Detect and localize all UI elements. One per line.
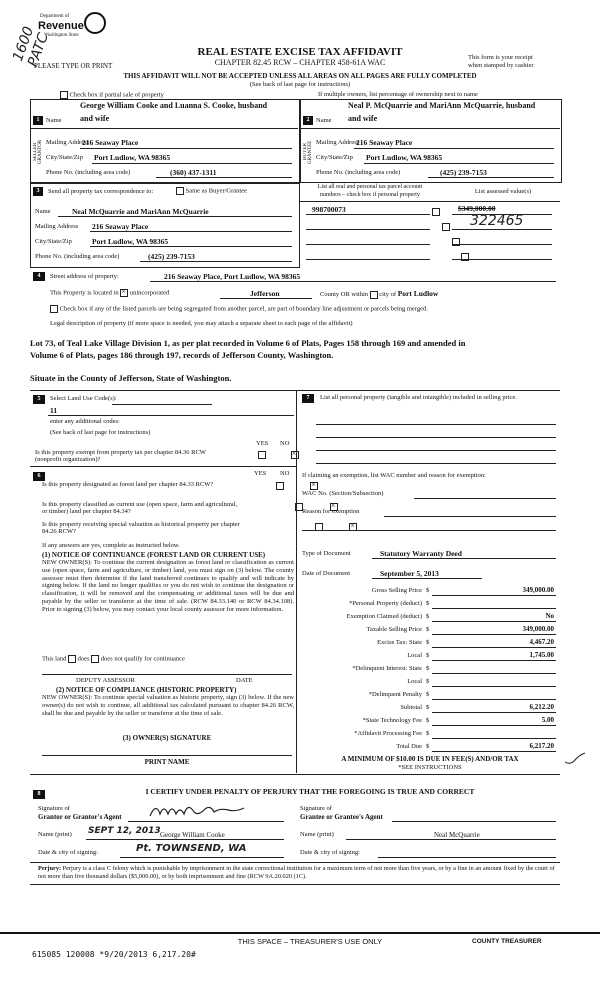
- seller-mail-label: Mailing Address: [46, 139, 90, 146]
- doc-type: Statutory Warranty Deed: [380, 549, 462, 558]
- doc-type-label: Type of Document: [302, 550, 351, 557]
- calc-line: [432, 712, 556, 713]
- calc-currency: $: [426, 743, 430, 750]
- calc-label: Gross Selling Price: [371, 587, 422, 594]
- seller-phone: (360) 437-1311: [170, 168, 217, 177]
- calc-row: [300, 742, 560, 754]
- type-or-print: PLEASE TYPE OR PRINT: [34, 62, 113, 70]
- segregated-row: [50, 305, 428, 313]
- cashier-stamp: 615085 120008 *9/20/2013 6,217.20#: [32, 950, 196, 959]
- unincorporated-checkbox[interactable]: [120, 289, 128, 297]
- notice2-body: NEW OWNER(S): To continue special valuation as historic property, sign (3) below. If the new owner(s) do not wish to continue, all additional tax calculated pursuant to chapter 84.26 RCW, shall be due and payable by the seller or transferor at the time of sale.: [42, 694, 294, 717]
- calc-currency: $: [426, 704, 430, 711]
- calc-line: [432, 608, 556, 609]
- calc-currency: $: [426, 613, 430, 620]
- calc-currency: $: [426, 587, 430, 594]
- land-does-checkbox[interactable]: [68, 655, 76, 663]
- parcel-checkbox-1[interactable]: [432, 208, 440, 216]
- buyer-phone-label: Phone No. (including area code): [316, 169, 401, 176]
- section6-yes-header: YES: [254, 470, 267, 477]
- calc-value: 1,745.00: [529, 651, 554, 659]
- calc-row: [300, 703, 560, 715]
- does-label: does: [77, 655, 90, 663]
- calc-row: [300, 716, 560, 728]
- wac-label: WAC No. (Section/Subsection): [302, 490, 384, 497]
- buyer-mail-label: Mailing Address: [316, 139, 360, 146]
- owner-signature-label: (3) OWNER(S) SIGNATURE: [122, 734, 212, 742]
- section5-q1: Is this property exempt from property tax per chapter 84.36 RCW (nonprofit organization)?: [35, 449, 206, 463]
- grantor-signature: [148, 800, 248, 822]
- calc-currency: $: [426, 665, 430, 672]
- calc-currency: $: [426, 652, 430, 659]
- calc-row: [300, 651, 560, 663]
- legal-description-label: Legal description of property (if more space is needed, you may attach a separate sheet to each page of the affidavit): [50, 320, 353, 327]
- tax-mail: 216 Seaway Place: [92, 222, 149, 231]
- total-checkmark-icon: [564, 752, 586, 766]
- grantor-signature-of: Signature of: [38, 805, 70, 812]
- calc-row: [300, 612, 560, 624]
- seller-mail: 216 Seaway Place: [82, 138, 139, 147]
- located-label: This Property is located in: [50, 289, 119, 297]
- calc-row: [300, 625, 560, 637]
- parcel-rows: [306, 212, 556, 262]
- dor-logo-mark-icon: [84, 12, 106, 34]
- minimum-note: A MINIMUM OF $10.00 IS DUE IN FEE(S) AND/OR TAX: [341, 755, 519, 763]
- calc-row: [300, 729, 560, 741]
- tax-correspondence-label: Send all property tax correspondence to:: [48, 188, 154, 195]
- tax-city: Port Ludlow, WA 98365: [92, 237, 169, 246]
- calc-value: 4,467.20: [529, 638, 554, 646]
- tax-city-label: City/State/Zip: [35, 238, 72, 245]
- treasurer-use-label: THIS SPACE – TREASURER'S USE ONLY: [237, 937, 383, 946]
- additional-codes-label: enter any additional codes:: [50, 418, 120, 425]
- parcel-checkbox-2[interactable]: [442, 223, 450, 231]
- calc-line: [432, 647, 556, 648]
- calc-line: [432, 751, 556, 752]
- calc-line: [432, 673, 556, 674]
- parcel-number: 998700073: [312, 205, 346, 214]
- assessed-handwritten: 322465: [470, 213, 524, 229]
- warning-banner: THIS AFFIDAVIT WILL NOT BE ACCEPTED UNLESS ALL AREAS ON ALL PAGES ARE FULLY COMPLETED: [123, 72, 477, 80]
- section5-q1-no[interactable]: [291, 451, 299, 459]
- same-as-buyer-label: Same as Buyer/Grantee: [185, 187, 247, 195]
- land-use-code: 11: [50, 406, 58, 415]
- calc-label: *Personal Property (deduct): [349, 600, 422, 607]
- grantee-name-print-label: Name (print): [300, 831, 334, 838]
- assessed-header: List assessed value(s): [474, 188, 532, 195]
- partial-sale-row[interactable]: [60, 91, 164, 99]
- calc-row: [300, 599, 560, 611]
- calc-line: [432, 660, 556, 661]
- calc-value: 349,000.00: [522, 586, 554, 594]
- section6-no-header: NO: [280, 470, 290, 477]
- buyer-name-line2: and wife: [348, 114, 378, 123]
- section8-number: 8: [33, 790, 45, 799]
- city-checkbox[interactable]: [370, 291, 378, 299]
- calc-line: [432, 621, 556, 622]
- parcel-header-1: List all real and personal tax parcel account: [317, 184, 423, 190]
- parcel-header-2: numbers – check box if personal property: [320, 192, 420, 198]
- calc-line: [432, 686, 556, 687]
- calc-value: 349,000.00: [522, 625, 554, 633]
- seller-name-label: Name: [46, 117, 62, 124]
- section5-yes-header: YES: [256, 440, 269, 447]
- seller-section-number: 1: [33, 116, 43, 125]
- calc-row: [300, 586, 560, 598]
- this-land-label: This land: [42, 655, 67, 663]
- perjury-label: Perjury:: [38, 865, 62, 872]
- section7-number: 7: [302, 394, 314, 403]
- section5-no-header: NO: [280, 440, 290, 447]
- print-name-label: PRINT NAME: [144, 758, 190, 766]
- section6-q2: Is this property classified as current use (open space, farm and agricultural, or timber) land per chapter 84.34?: [42, 501, 238, 515]
- deputy-date-label: DATE: [236, 677, 253, 684]
- handwritten-annotation: 1600 PATC: [10, 24, 52, 69]
- deputy-assessor-label: DEPUTY ASSESSOR: [76, 677, 135, 684]
- buyer-mail: 216 Seaway Place: [356, 138, 413, 147]
- street-address: 216 Seaway Place, Port Ludlow, WA 98365: [164, 272, 301, 281]
- section6-q1: Is this property designated as forest land per chapter 84.33 RCW?: [42, 481, 214, 488]
- parcel-checkbox-4[interactable]: [461, 253, 469, 261]
- tax-mail-label: Mailing Address: [35, 223, 79, 230]
- perjury-notice: [38, 865, 558, 881]
- form-title: REAL ESTATE EXCISE TAX AFFIDAVIT: [197, 46, 403, 58]
- tax-phone: (425) 239-7153: [148, 252, 195, 261]
- calc-label: *Affidavit Processing Fee: [354, 730, 422, 737]
- calc-label: Local: [407, 652, 422, 659]
- exemption-label: If claiming an exemption, list WAC number and reason for exemption:: [302, 472, 486, 479]
- located-row: [50, 289, 169, 297]
- notice1-title: (1) NOTICE OF CONTINUANCE (FOREST LAND OR CURRENT USE): [42, 551, 266, 559]
- buyer-name-label: Name: [316, 117, 332, 124]
- calc-label: *Delinquent Penalty: [368, 691, 422, 698]
- calc-label: Local: [407, 678, 422, 685]
- calc-currency: $: [426, 717, 430, 724]
- notice1-body: NEW OWNER(S): To continue the current designation as forest land or classification as current use (open space, farm and agriculture, or timber) land, you must sign on (3) below. The county assessor must then determine if the land transferred continues to qualify and will indicate by signing below. If the land no longer qualifies or you do not wish to continue the designation or classification, it will be removed and the compensating or additional taxes will be due and payable by the seller or transferor at the time of sale. (RCW 84.33.140 or RCW 84.34.108). Prior to signing (3) below, you may contact your local county assessor for more information.: [42, 559, 294, 613]
- calc-value: 6,212.20: [529, 703, 554, 711]
- same-as-buyer-checkbox[interactable]: [176, 187, 184, 195]
- buyer-name-line1: Neal P. McQuarrie and MariAnn McQuarrie, husband: [348, 101, 536, 110]
- calc-currency: $: [426, 600, 430, 607]
- grantor-city-handwritten: Pt. TOWNSEND, WA: [136, 843, 247, 854]
- county-treasurer-label: COUNTY TREASURER: [472, 938, 542, 945]
- section5-number: 5: [33, 395, 45, 404]
- calc-label: *State Technology Fee: [362, 717, 422, 724]
- seller-side-label: SELLER GRANTOR: [33, 139, 43, 165]
- perjury-text: Perjury is a class C felony which is punishable by imprisonment in the state correctional institution for a maximum term of not more than five years, or by a fine in an amount fixed by the court of not more than five thousand dollars ($5,000.00), or by both imprisonment and fine (RCW 9A.20.020 (1C).: [38, 865, 555, 880]
- section5-see-back: (See back of last page for instructions): [50, 429, 151, 436]
- calc-row: [300, 664, 560, 676]
- same-as-buyer-row[interactable]: [176, 187, 247, 195]
- seller-city-label: City/State/Zip: [46, 154, 83, 161]
- seller-phone-label: Phone No. (including area code): [46, 169, 131, 176]
- if-yes-note: If any answers are yes, complete as instructed below.: [42, 542, 180, 549]
- land-not-qualify-checkbox[interactable]: [91, 655, 99, 663]
- grantor-date-city-label: Date & city of signing:: [38, 849, 98, 856]
- see-instructions-note: *SEE INSTRUCTIONS: [398, 764, 462, 771]
- calc-label: Excise Tax: State: [377, 639, 422, 646]
- calc-label: Exemption Claimed (deduct): [346, 613, 422, 620]
- tax-phone-label: Phone No. (including area code): [35, 253, 120, 260]
- section6-q3: Is this property receiving special valuation as historical property per chapter 84.26 RCW?: [42, 521, 240, 535]
- grantor-name-print: George William Cooke: [160, 831, 225, 839]
- doc-date: September 5, 2013: [380, 569, 439, 578]
- legal-description-1: Lot 73, of Teal Lake Village Division 1, as per plat recorded in Volume 6 of Plats, Pages 158 through 169 and amended in: [30, 338, 466, 348]
- calc-row: [300, 690, 560, 702]
- calc-currency: $: [426, 730, 430, 737]
- county-name: Jefferson: [250, 289, 280, 298]
- tax-calculation: [300, 586, 560, 756]
- receipt-note-1: This form is your receipt: [468, 54, 533, 61]
- calc-label: *Delinquent Interest: State: [352, 665, 422, 672]
- seller-name-line2: and wife: [80, 114, 110, 123]
- grantee-agent-label: Grantee or Grantee's Agent: [300, 813, 383, 821]
- parcel-checkbox-3[interactable]: [452, 238, 460, 246]
- calc-line: [432, 699, 556, 700]
- unincorporated-label: unincorporated: [129, 289, 170, 297]
- grantee-name-print: Neal McQuarrie: [434, 831, 480, 839]
- dor-state: Washington State: [44, 33, 79, 38]
- street-address-label: Street address of property:: [50, 273, 119, 280]
- calc-row: [300, 677, 560, 689]
- section5-q1-yes[interactable]: [258, 451, 266, 459]
- calc-line: [432, 634, 556, 635]
- segregated-label: Check box if any of the listed parcels are being segregated from another parcel, are part of boundary line adjustment or parcels being merged.: [59, 305, 428, 313]
- situate-line: Situate in the County of Jefferson, State of Washington.: [30, 373, 232, 383]
- calc-currency: $: [426, 691, 430, 698]
- county-label: County OR within: [320, 291, 369, 298]
- see-back-note: (See back of last page for instructions): [249, 81, 351, 88]
- city-name: Port Ludlow: [397, 289, 439, 298]
- calc-line: [432, 725, 556, 726]
- seller-name-line1: George William Cooke and Luanna S. Cooke, husband: [80, 101, 268, 110]
- county-within-row: [320, 289, 438, 299]
- calc-label: Taxable Selling Price: [366, 626, 422, 633]
- certify-banner: I CERTIFY UNDER PENALTY OF PERJURY THAT THE FOREGOING IS TRUE AND CORRECT: [145, 787, 475, 796]
- buyer-section-number: 2: [303, 116, 313, 125]
- section3-number: 3: [33, 187, 43, 196]
- tax-name: Neal McQuarrie and MariAnn McQuarrie: [72, 207, 209, 216]
- grantor-name-print-label: Name (print): [38, 831, 72, 838]
- grantor-agent-label: Grantor or Grantor's Agent: [38, 813, 122, 821]
- section6-q1-yes[interactable]: [276, 482, 284, 490]
- not-qualify-label: does not qualify for continuance: [100, 655, 185, 663]
- multiple-owners-note: If multiple owners, list percentage of ownership next to name: [318, 91, 478, 98]
- reason-label: Reason for exemption: [302, 508, 360, 515]
- receipt-note-2: when stamped by cashier: [468, 62, 534, 69]
- calc-value: No: [545, 612, 554, 620]
- section6-number: 6: [33, 472, 45, 481]
- dor-revenue-word: Revenue: [38, 20, 84, 32]
- calc-currency: $: [426, 678, 430, 685]
- land-use-label: Select Land Use Code(s):: [50, 395, 117, 402]
- calc-line: [432, 595, 556, 596]
- segregated-checkbox[interactable]: [50, 305, 58, 313]
- buyer-city-label: City/State/Zip: [316, 154, 353, 161]
- calc-label: Subtotal: [400, 704, 422, 711]
- buyer-side-label: BUYER GRANTEE: [303, 140, 313, 164]
- calc-value: 5.00: [541, 716, 554, 724]
- legal-description-2: Volume 6 of Plats, pages 186 through 197, records of Jefferson County, Washington.: [30, 350, 334, 360]
- dor-dept-line: Department of: [40, 14, 70, 19]
- buyer-phone: (425) 239-7153: [440, 168, 487, 177]
- calc-line: [432, 738, 556, 739]
- grantor-date-handwritten: SEPT 12, 2013: [88, 826, 161, 836]
- doc-date-label: Date of Document: [302, 570, 351, 577]
- calc-currency: $: [426, 626, 430, 633]
- seller-city: Port Ludlow, WA 98365: [94, 153, 171, 162]
- continuance-row: [42, 655, 185, 663]
- assessed-struck: $349,000.00: [458, 204, 496, 213]
- calc-value: 6,217.20: [529, 742, 554, 750]
- buyer-city: Port Ludlow, WA 98365: [366, 153, 443, 162]
- form-chapter: CHAPTER 82.45 RCW – CHAPTER 458-61A WAC: [214, 58, 386, 67]
- grantee-signature-of: Signature of: [300, 805, 332, 812]
- partial-sale-checkbox[interactable]: [60, 91, 68, 99]
- notice2-title: (2) NOTICE OF COMPLIANCE (HISTORIC PROPERTY): [56, 686, 237, 694]
- personal-property-label: List all personal property (tangible and intangible) included in selling price.: [320, 394, 517, 401]
- tax-name-label: Name: [35, 208, 51, 215]
- city-label: city of: [379, 291, 397, 298]
- calc-row: [300, 638, 560, 650]
- grantee-date-city-label: Date & city of signing:: [300, 849, 360, 856]
- partial-sale-label: Check box if partial sale of property: [69, 91, 164, 99]
- calc-label: Total Due: [396, 743, 422, 750]
- section4-number: 4: [33, 272, 45, 281]
- calc-currency: $: [426, 639, 430, 646]
